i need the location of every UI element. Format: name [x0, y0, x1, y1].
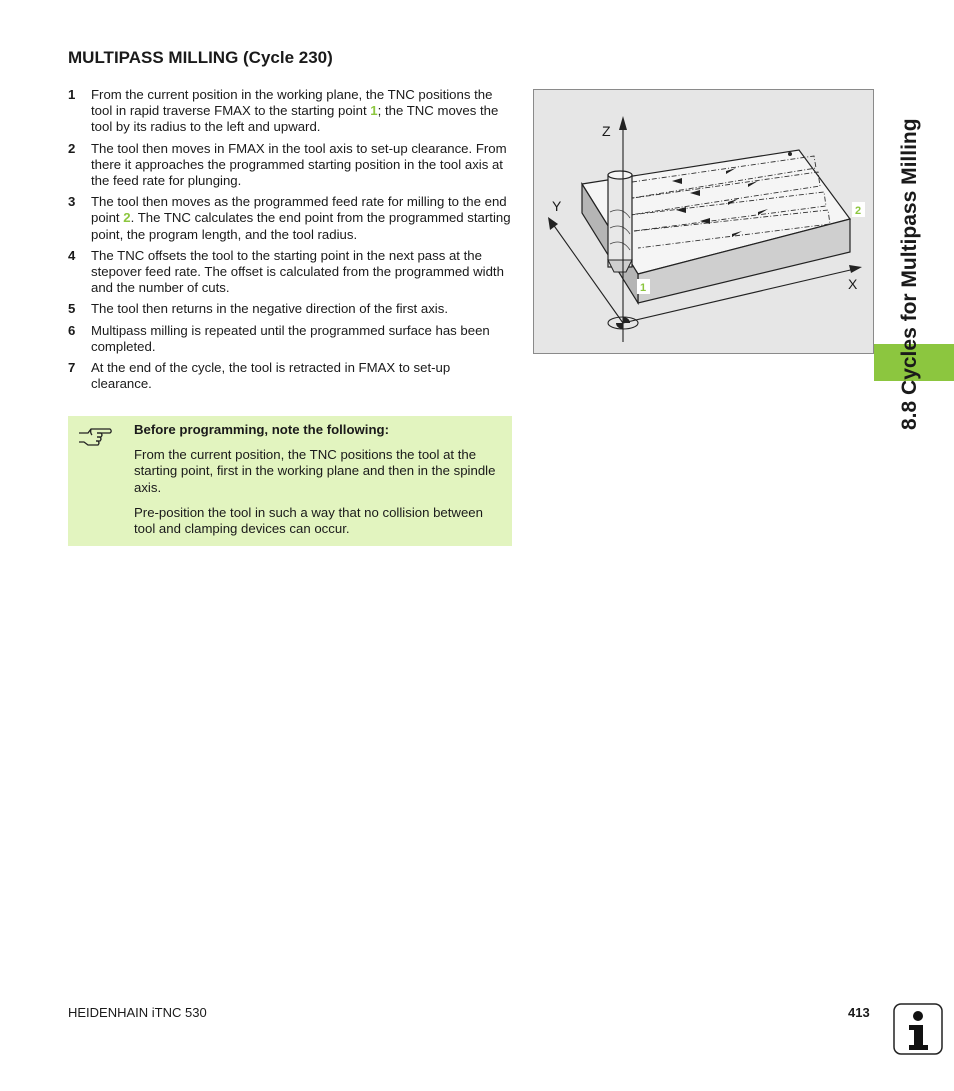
step-text: Multipass milling is repeated until the programmed surface has been completed. — [91, 322, 490, 354]
procedure-steps — [68, 87, 513, 397]
chapter-side-title — [892, 52, 952, 432]
step-number: 1 — [68, 87, 76, 102]
z-axis-label: Z — [602, 123, 611, 139]
footer-product: HEIDENHAIN iTNC 530 — [68, 1005, 207, 1020]
step-number: 5 — [68, 301, 76, 317]
step-text: . The TNC calculates the end point from the programmed starting point, the program length, and the tool radius. — [91, 210, 511, 242]
step-item — [68, 194, 513, 243]
step-text: The tool then moves as the programmed feed rate for milling to the end point — [91, 194, 507, 226]
note-paragraph: From the current position, the TNC positions the tool at the starting point, first in the working plane and then in the spindle axis. — [134, 447, 496, 495]
step-item — [68, 360, 513, 392]
point-reference: 1 — [370, 103, 378, 119]
page-number: 413 — [848, 1005, 870, 1020]
milling-diagram — [533, 89, 874, 354]
step-number: 2 — [68, 140, 76, 156]
step-item — [68, 87, 513, 136]
note-box — [68, 416, 512, 546]
step-item — [68, 248, 513, 297]
y-axis-label: Y — [552, 198, 562, 214]
step-text: At the end of the cycle, the tool is retracted in FMAX to set-up clearance. — [91, 360, 451, 392]
info-icon — [893, 1003, 943, 1060]
step-number: 4 — [68, 247, 76, 263]
note-paragraph: Pre-position the tool in such a way that no collision between tool and clamping devices can occur. — [134, 504, 483, 537]
step-text: The tool then returns in the negative direction of the first axis. — [91, 301, 448, 317]
step-number: 7 — [68, 360, 76, 376]
step-text: The TNC offsets the tool to the starting point in the next pass at the stepover feed rate. The offset is calculated from the programmed width and the number of cuts. — [91, 247, 504, 296]
step-text: ; the TNC moves the tool by its radius to the left and upward. — [91, 103, 499, 135]
side-title-text: 8.8 Cycles for Multipass Milling — [898, 118, 921, 430]
x-axis-label: X — [848, 276, 858, 292]
step-item — [68, 323, 513, 355]
step-number: 3 — [68, 194, 76, 210]
pointing-hand-icon — [77, 424, 113, 454]
step-text: The tool then moves in FMAX in the tool axis to set-up clearance. From there it approaches the programmed starting position in the tool axis at the feed rate for plunging. — [91, 140, 507, 189]
step-item — [68, 141, 513, 190]
step-text: From the current position in the working plane, the TNC positions the tool in rapid traverse FMAX to the starting point — [91, 87, 493, 119]
start-point-marker: 1 — [640, 282, 647, 294]
step-number: 6 — [68, 322, 76, 338]
end-point-marker: 2 — [855, 205, 862, 217]
point-reference: 2 — [123, 210, 131, 226]
section-title: MULTIPASS MILLING (Cycle 230) — [68, 48, 333, 67]
step-item — [68, 301, 513, 317]
note-heading: Before programming, note the following: — [134, 422, 389, 437]
